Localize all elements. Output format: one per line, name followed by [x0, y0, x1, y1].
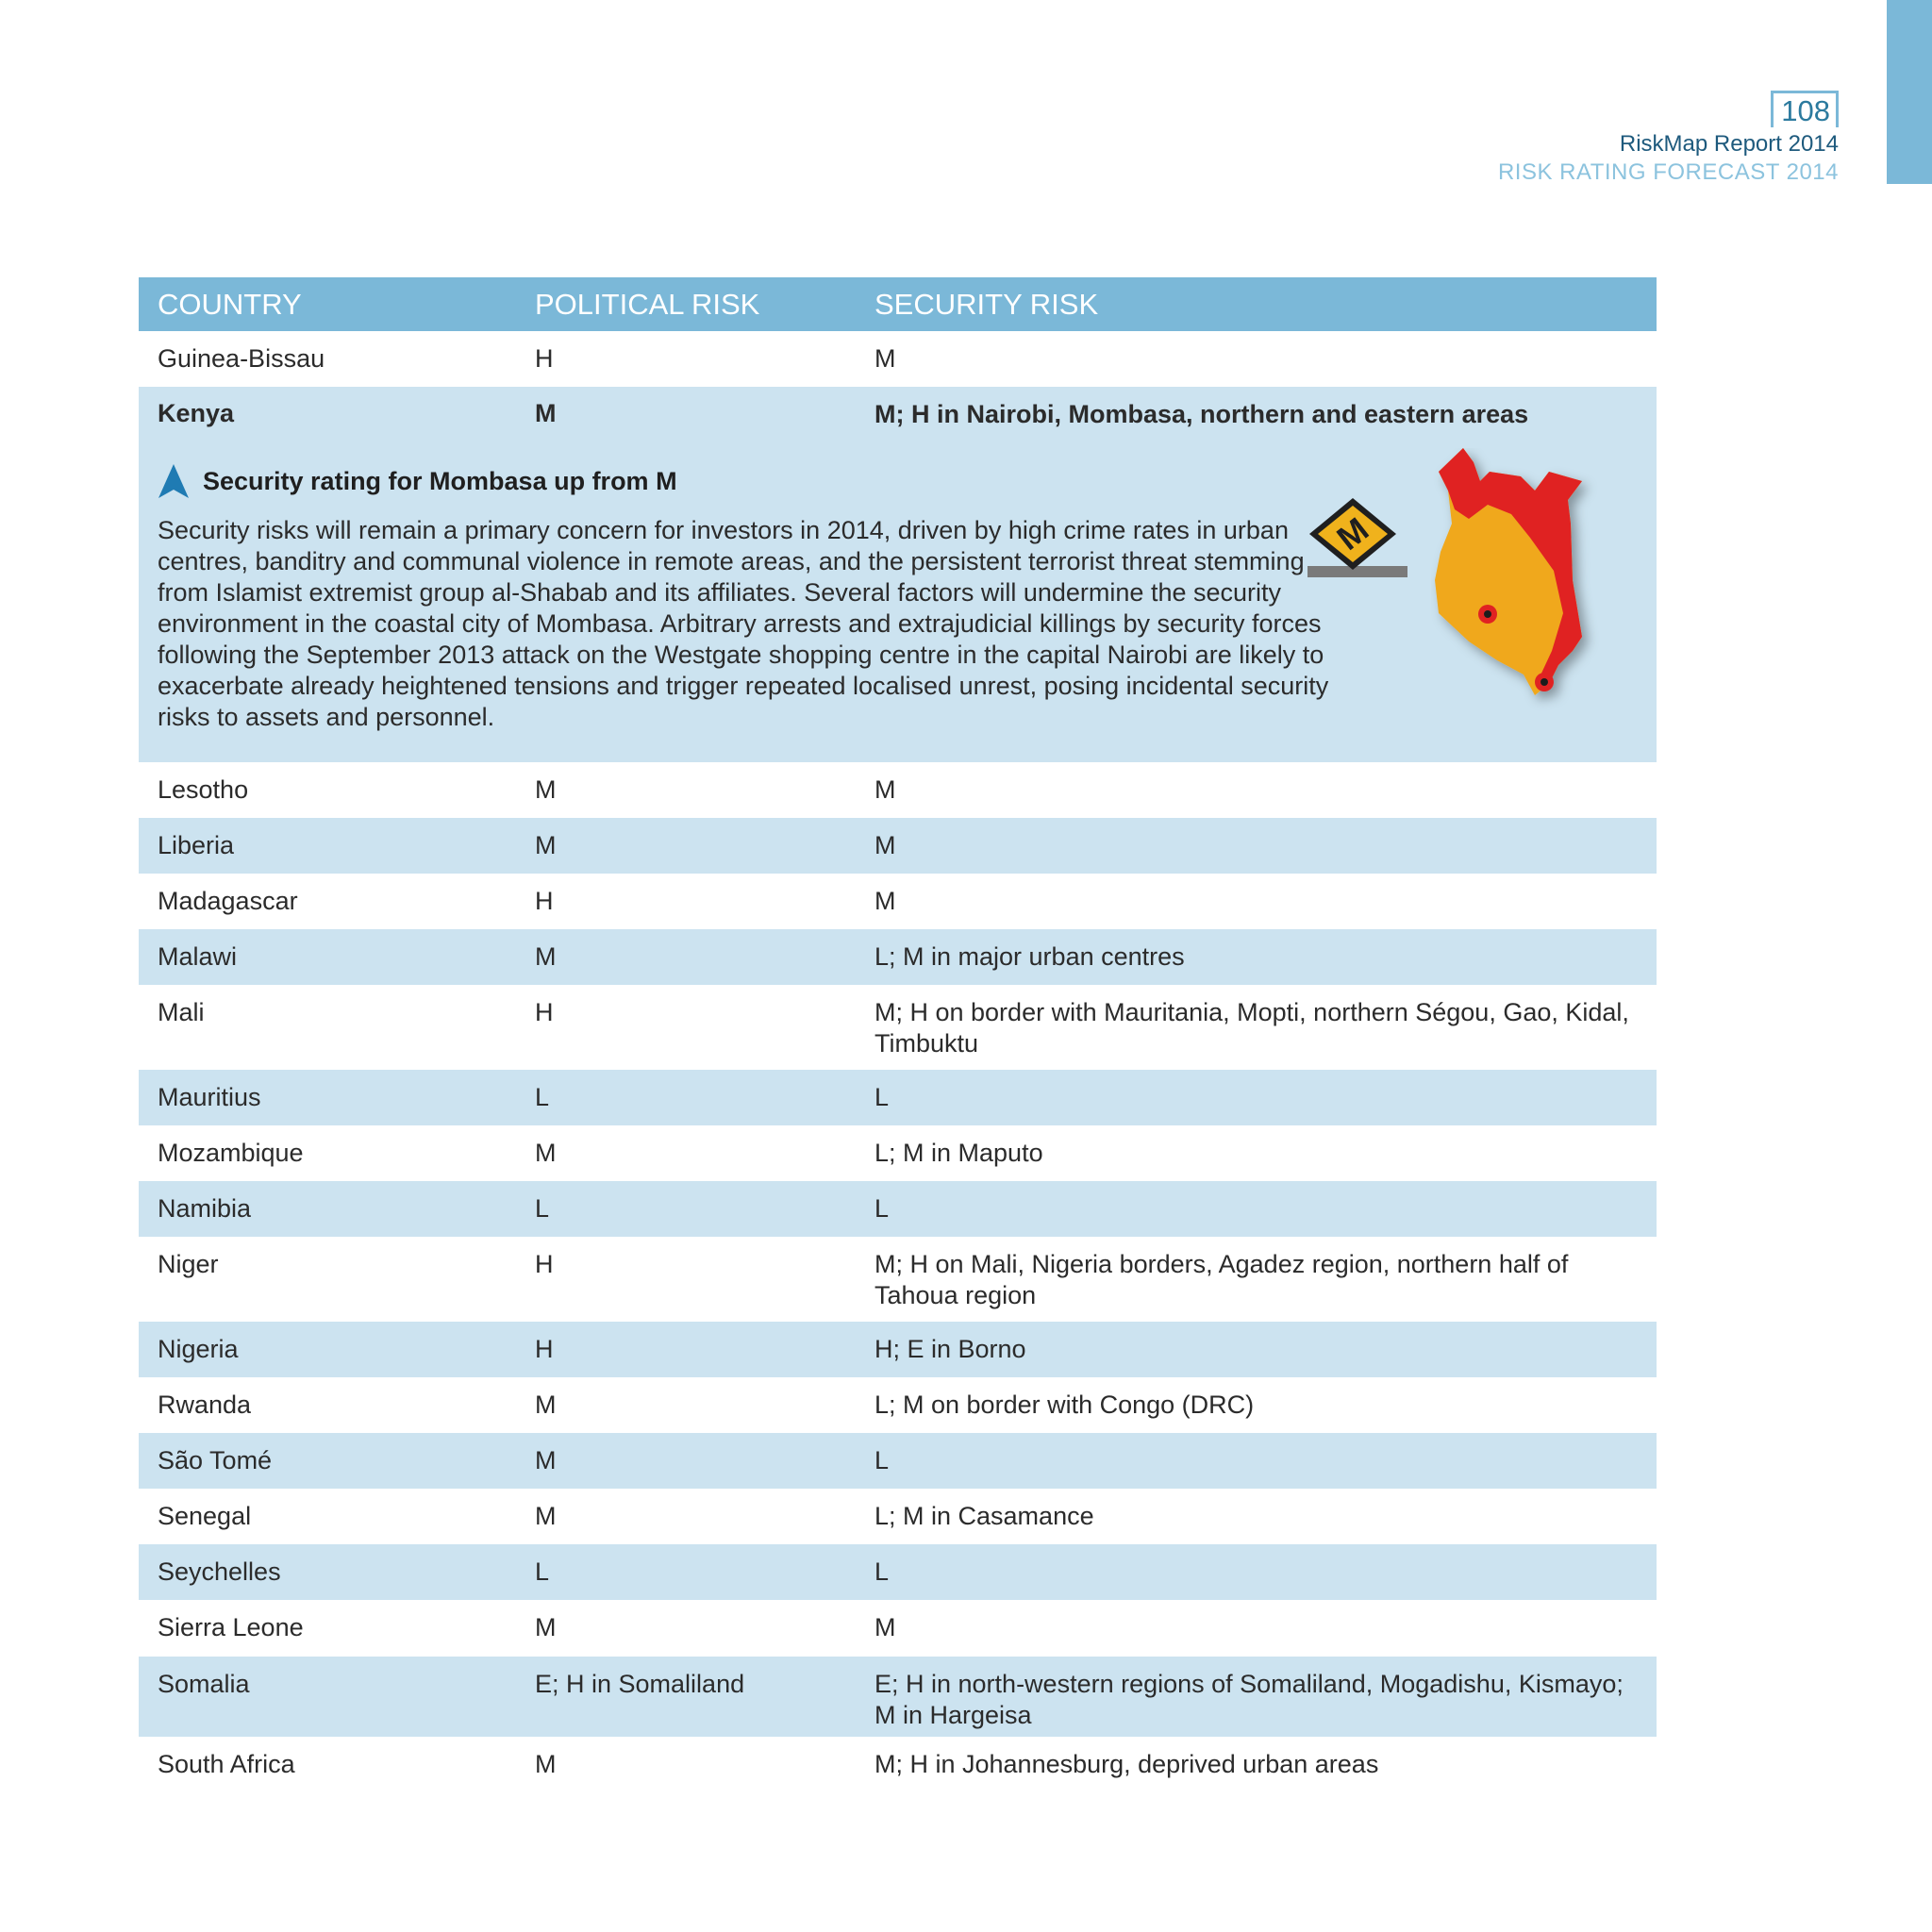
table-row: [139, 1070, 1657, 1125]
table-row: [139, 1322, 1657, 1377]
security-risk-cell: L; M on border with Congo (DRC): [874, 1391, 1255, 1419]
security-risk-cell: M: [874, 887, 896, 915]
political-risk-cell: M: [535, 1391, 557, 1419]
security-risk-cell: L; M in Maputo: [874, 1139, 1043, 1167]
political-risk-cell: M: [535, 1613, 557, 1641]
country-cell: Lesotho: [158, 775, 249, 804]
political-risk-cell: H: [535, 887, 554, 915]
table-row: [139, 331, 1657, 387]
country-cell: Liberia: [158, 831, 235, 859]
security-risk-cell: L: [874, 1446, 890, 1474]
security-risk-cell: M; H on Mali, Nigeria borders, Agadez region, northern half of Tahoua region: [874, 1250, 1569, 1309]
risk-rating-table: [139, 277, 1657, 1792]
security-risk-cell: E; H in north-western regions of Somaliland, Mogadishu, Kismayo; M in Hargeisa: [874, 1670, 1624, 1729]
country-cell: Somalia: [158, 1670, 250, 1698]
country-cell: Sierra Leone: [158, 1613, 304, 1641]
country-cell: Mauritius: [158, 1083, 261, 1111]
rating-change-heading: [158, 463, 677, 499]
table-row: [139, 1433, 1657, 1489]
security-risk-cell: M: [874, 775, 896, 804]
table-row: [139, 929, 1657, 985]
country-cell: Rwanda: [158, 1391, 252, 1419]
column-header-country: COUNTRY: [158, 288, 302, 321]
country-cell: Nigeria: [158, 1335, 239, 1363]
security-risk-cell: L: [874, 1557, 890, 1586]
political-risk-cell: M: [535, 1502, 557, 1530]
table-row: [139, 1237, 1657, 1322]
table-row: [139, 1600, 1657, 1657]
table-row: [139, 1181, 1657, 1237]
political-risk-cell: M: [535, 831, 557, 859]
table-row: [139, 1489, 1657, 1544]
table-row: [139, 762, 1657, 818]
country-cell: Seychelles: [158, 1557, 281, 1586]
country-cell: Mali: [158, 998, 205, 1026]
rating-badge-icon: [1306, 494, 1414, 581]
country-cell: South Africa: [158, 1750, 295, 1778]
country-cell: Senegal: [158, 1502, 252, 1530]
security-risk-cell: H; E in Borno: [874, 1335, 1026, 1363]
kenya-map-icon: [1431, 448, 1610, 750]
political-risk-cell: H: [535, 998, 554, 1026]
political-risk-cell: M: [535, 1446, 557, 1474]
political-risk-cell: M: [535, 1750, 557, 1778]
section-tab: [1887, 0, 1932, 184]
badge-letter: M: [1329, 509, 1376, 558]
political-risk-cell: M: [535, 942, 557, 971]
political-risk-cell: M: [535, 775, 557, 804]
table-row: [139, 1657, 1657, 1737]
kenya-analysis-text: Security risks will remain a primary concern for investors in 2014, driven by high crime rates in urban centres, banditry and communal violence in remote areas, and the persistent terrorist threat stemming from Islamist extremist group al-Shabab and its affiliates. Several factors will undermine the security environment in the coastal city of Mombasa. Arbitrary arrests and extrajudicial killings by security forces following the September 2013 attack on the Westgate shopping centre in the capital Nairobi are likely to exacerbate already heightened tensions and trigger repeated localised unrest, posing incidental security risks to assets and personnel.: [158, 516, 1329, 731]
political-risk-cell: L: [535, 1083, 550, 1111]
political-risk-cell: L: [535, 1194, 550, 1223]
country-cell: Kenya: [158, 399, 235, 427]
column-header-political-risk: POLITICAL RISK: [535, 288, 760, 321]
page-number: 108: [1771, 91, 1839, 127]
political-risk-cell: H: [535, 1335, 554, 1363]
political-risk-cell: E; H in Somaliland: [535, 1670, 745, 1698]
security-risk-cell: L; M in Casamance: [874, 1502, 1094, 1530]
table-row-kenya: [139, 387, 1657, 442]
political-risk-cell: M: [535, 1139, 557, 1167]
table-row: [139, 1737, 1657, 1792]
country-cell: Namibia: [158, 1194, 252, 1223]
security-risk-cell: L: [874, 1194, 890, 1223]
security-risk-cell: M; H in Johannesburg, deprived urban areas: [874, 1750, 1379, 1778]
table-header: [139, 277, 1657, 331]
security-risk-cell: M; H on border with Mauritania, Mopti, northern Ségou, Gao, Kidal, Timbuktu: [874, 998, 1629, 1058]
security-risk-cell: M: [874, 1613, 896, 1641]
report-title: RiskMap Report 2014: [1619, 131, 1839, 157]
security-risk-cell: L; M in major urban centres: [874, 942, 1185, 971]
country-cell: Niger: [158, 1250, 219, 1278]
column-header-security-risk: SECURITY RISK: [874, 288, 1099, 321]
security-risk-cell: M: [874, 831, 896, 859]
rating-change-title: Security rating for Mombasa up from M: [203, 466, 677, 495]
security-risk-cell: M: [874, 344, 896, 373]
country-cell: Mozambique: [158, 1139, 304, 1167]
table-row: [139, 874, 1657, 929]
political-risk-cell: H: [535, 1250, 554, 1278]
table-row: [139, 1125, 1657, 1181]
country-cell: São Tomé: [158, 1446, 273, 1474]
table-row: [139, 1544, 1657, 1600]
country-cell: Madagascar: [158, 887, 298, 915]
up-arrow-icon: [158, 463, 190, 499]
political-risk-cell: H: [535, 344, 554, 373]
table-row: [139, 985, 1657, 1070]
table-row: [139, 1377, 1657, 1433]
page-header: [1498, 91, 1839, 186]
security-risk-cell: L: [874, 1083, 890, 1111]
country-cell: Guinea-Bissau: [158, 344, 325, 373]
table-row: [139, 818, 1657, 874]
kenya-highlight-block: [139, 387, 1657, 762]
report-subtitle: RISK RATING FORECAST 2014: [1497, 159, 1839, 185]
country-cell: Malawi: [158, 942, 238, 971]
security-risk-cell: M; H in Nairobi, Mombasa, northern and eastern areas: [874, 400, 1529, 428]
political-risk-cell: M: [535, 399, 557, 427]
political-risk-cell: L: [535, 1557, 550, 1586]
